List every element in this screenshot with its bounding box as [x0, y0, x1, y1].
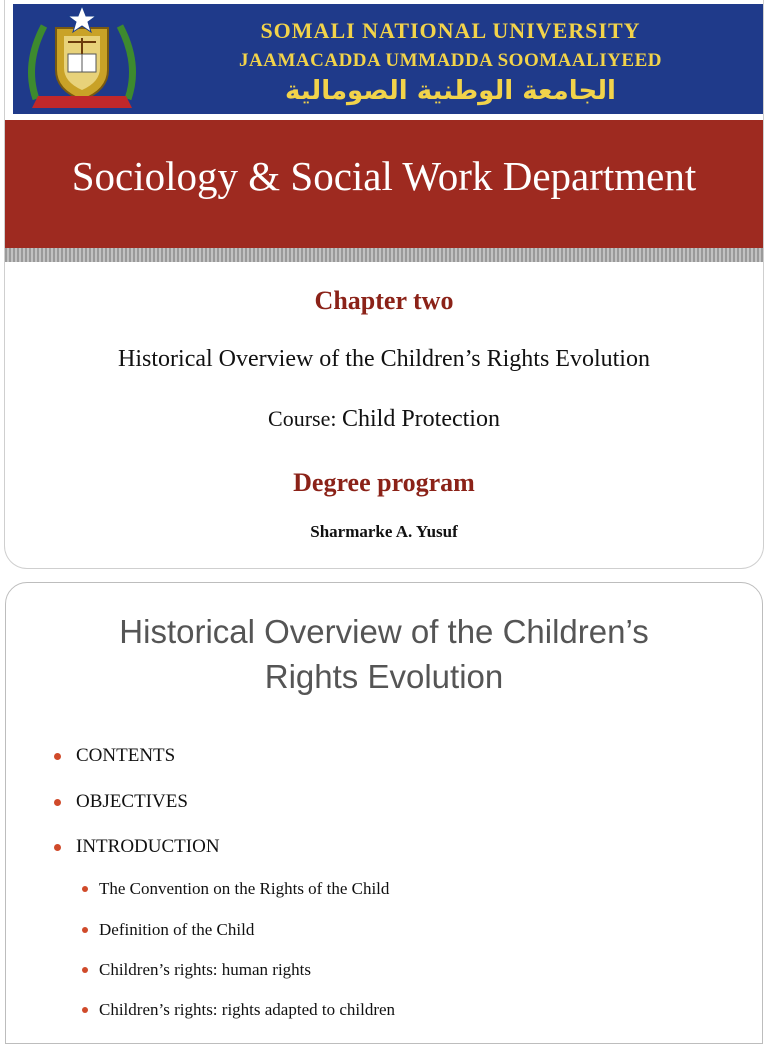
author-name: Sharmarke A. Yusuf: [310, 522, 458, 541]
bullet-icon: [54, 799, 61, 806]
department-title: Sociology & Social Work Department: [71, 153, 697, 199]
banner-university-name-ar: الجامعة الوطنية الصومالية: [285, 76, 616, 106]
lecture-title: Historical Overview of the Children’s Rights Evolution: [118, 346, 650, 372]
course-label: Course:: [268, 406, 337, 431]
sub-list-item-label: Children’s rights: rights adapted to children: [99, 1000, 396, 1019]
course-name: Child Protection: [341, 406, 500, 432]
contents-title-line-2: Rights Evolution: [264, 658, 504, 695]
bullet-icon: [54, 753, 61, 760]
banner-university-name-so: JAAMACADDA UMMADDA SOOMAALIYEED: [239, 50, 662, 71]
bullet-icon: [54, 844, 61, 851]
university-banner: [13, 4, 763, 114]
contents-slide-title: [6, 609, 762, 699]
university-seal-icon: [16, 4, 148, 116]
course-line: [5, 406, 763, 433]
bullet-icon: [82, 1007, 88, 1013]
sub-list-item-label: Definition of the Child: [99, 920, 255, 939]
list-item-label: CONTENTS: [76, 745, 176, 766]
sub-list-item-label: The Convention on the Rights of the Child: [99, 879, 390, 898]
decorative-stripes: [5, 248, 763, 262]
contents-title-line-1: Historical Overview of the Children’s: [119, 613, 649, 650]
list-item-label: INTRODUCTION: [76, 836, 220, 857]
bullet-icon: [82, 886, 88, 892]
department-band: [5, 120, 763, 248]
degree-heading: Degree program: [293, 468, 475, 497]
contents-slide: [5, 582, 763, 1044]
bullet-icon: [82, 967, 88, 973]
title-slide: [5, 0, 763, 568]
banner-university-name-en: SOMALI NATIONAL UNIVERSITY: [260, 18, 641, 43]
chapter-heading: Chapter two: [314, 286, 454, 315]
sub-list-item-label: Children’s rights: human rights: [99, 960, 312, 979]
list-item-label: OBJECTIVES: [76, 791, 188, 812]
bullet-icon: [82, 927, 88, 933]
